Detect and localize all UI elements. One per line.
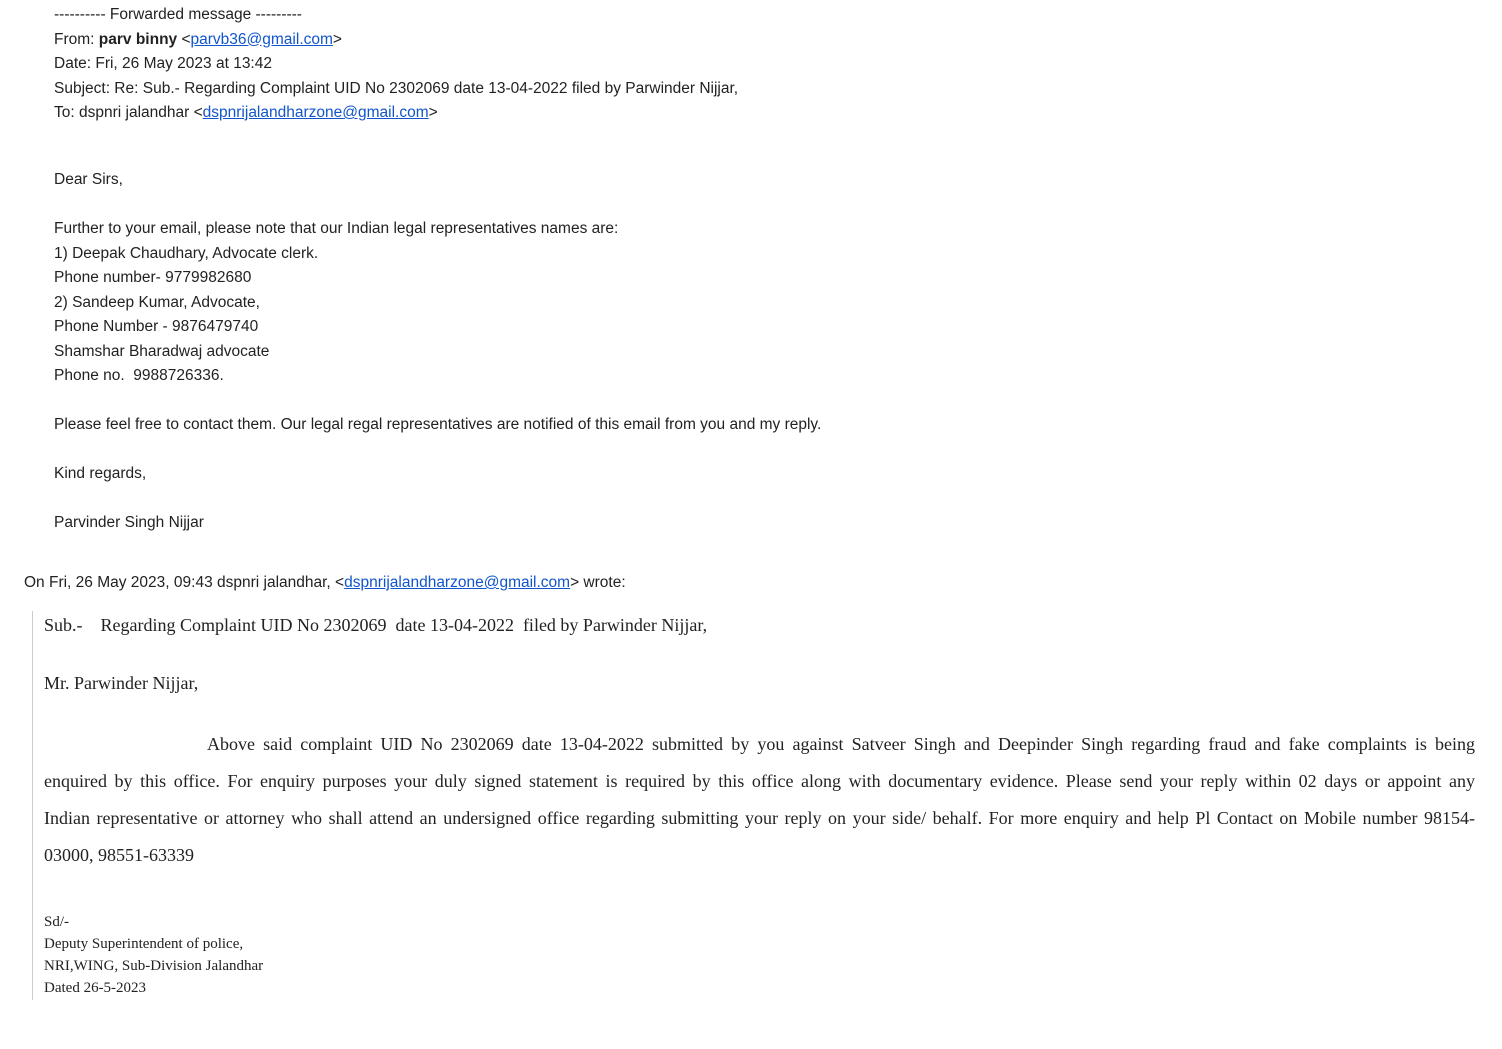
quoted-subject: Sub.- Regarding Complaint UID No 2302069 date 13-04-2022 filed by Parwinder Nijjar, bbox=[44, 615, 708, 635]
date-line: Date: Fri, 26 May 2023 at 13:42 bbox=[54, 55, 272, 72]
from-line: From: parv binny <parvb36@gmail.com> bbox=[54, 30, 342, 48]
paragraph-line: enquired by this office. For enquiry purposes your duly signed statement is required by this office along with documentary evidence. Please send your reply within 02 days or appoint any bbox=[44, 771, 1475, 791]
attribution-email-link[interactable]: dspnrijalandharzone@gmail.com bbox=[344, 574, 571, 591]
from-email-link[interactable]: parvb36@gmail.com bbox=[190, 30, 333, 48]
signature-line: NRI,WING, Sub-Division Jalandhar bbox=[44, 958, 264, 974]
body-line: Phone no. 9988726336. bbox=[54, 367, 224, 384]
subject-line: Subject: Re: Sub.- Regarding Complaint UID No 2302069 date 13-04-2022 filed by Parwinder Nijjar, bbox=[54, 79, 739, 97]
signature-line: Dated 26-5-2023 bbox=[44, 980, 147, 996]
body-line: Phone Number - 9876479740 bbox=[54, 318, 259, 335]
quoted-signature bbox=[44, 911, 263, 999]
quoted-salutation: Mr. Parwinder Nijjar, bbox=[44, 673, 199, 693]
paragraph-line: 03000, 98551-63339 bbox=[44, 845, 194, 865]
body-line: Shamshar Bharadwaj advocate bbox=[54, 342, 270, 360]
greeting: Dear Sirs, bbox=[54, 171, 123, 188]
signature: Parvinder Singh Nijjar bbox=[54, 514, 204, 531]
quoted-paragraph bbox=[44, 729, 1475, 877]
body-line: Phone number- 9779982680 bbox=[54, 269, 252, 286]
forwarded-header bbox=[54, 3, 1154, 126]
body-line: 2) Sandeep Kumar, Advocate, bbox=[54, 293, 260, 311]
to-email-link[interactable]: dspnrijalandharzone@gmail.com bbox=[202, 104, 429, 121]
to-label: To: dspnri jalandhar bbox=[54, 104, 194, 121]
from-name: parv binny bbox=[98, 30, 178, 48]
quote-attribution bbox=[24, 571, 626, 595]
quoted-message bbox=[32, 611, 1475, 1000]
closing: Kind regards, bbox=[54, 465, 147, 482]
contact-line: Please feel free to contact them. Our legal regal representatives are notified of this email from you and my reply. bbox=[54, 416, 822, 433]
from-label: From: bbox=[54, 30, 99, 48]
attribution-suffix: > wrote: bbox=[570, 574, 626, 591]
paragraph-line: Above said complaint UID No 2302069 date 13-04-2022 submitted by you against Satveer Singh and Deepinder Singh regarding fraud and fake complaints is being bbox=[207, 734, 1475, 754]
paragraph-line: Indian representative or attorney who shall attend an undersigned office regarding submitting your reply on your side/ behalf. For more enquiry and help Pl Contact on Mobile number 98154- bbox=[44, 808, 1475, 828]
forwarded-divider: ---------- Forwarded message --------- bbox=[54, 6, 302, 23]
attribution-prefix: On Fri, 26 May 2023, 09:43 dspnri jalandhar, < bbox=[24, 574, 345, 591]
signature-line: Deputy Superintendent of police, bbox=[44, 936, 244, 952]
body-line: 1) Deepak Chaudhary, Advocate clerk. bbox=[54, 244, 319, 262]
to-line: To: dspnri jalandhar <dspnrijalandharzone@gmail.com> bbox=[54, 104, 438, 121]
signature-line: Sd/- bbox=[44, 914, 70, 930]
body-line: Further to your email, please note that our Indian legal representatives names are: bbox=[54, 220, 619, 237]
reply-body bbox=[54, 168, 1154, 536]
